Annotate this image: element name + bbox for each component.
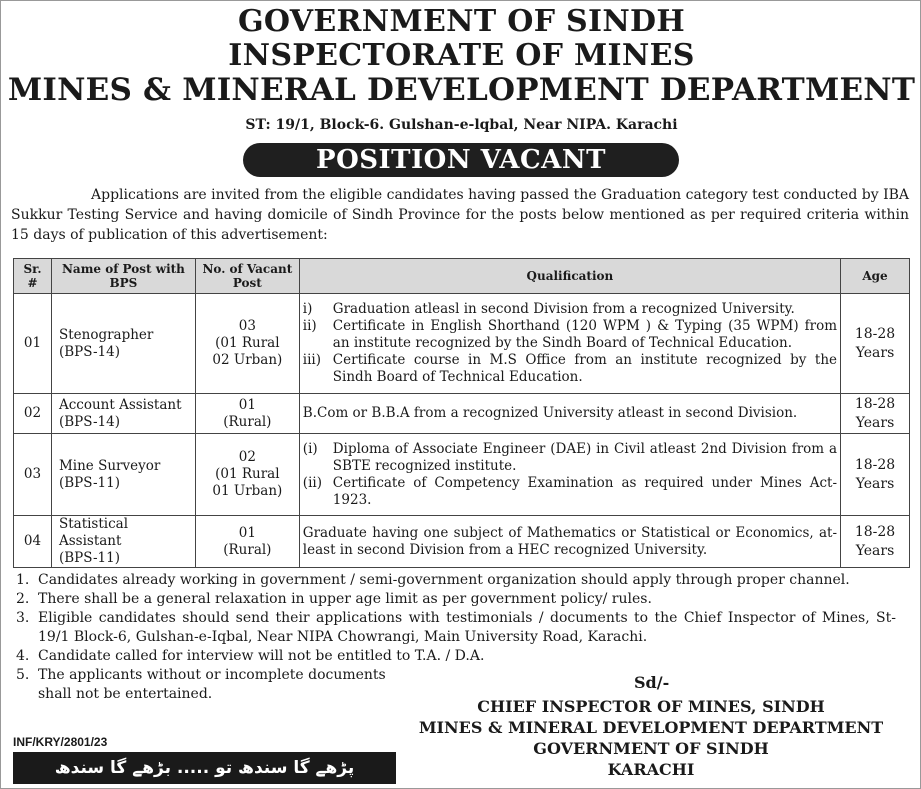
- row-age: [841, 516, 910, 568]
- row-sr: 03: [14, 434, 52, 516]
- vacancy-split: (01 Rural: [215, 335, 280, 351]
- table-header-row: [14, 259, 910, 294]
- header-inspectorate: INSPECTORATE OF MINES: [228, 38, 695, 73]
- row-post: [51, 294, 195, 394]
- row-vacancies: [195, 434, 299, 516]
- instruction-text: The applicants without or incomplete documents shall not be entertained.: [38, 667, 386, 702]
- row-post: [51, 434, 195, 516]
- post-bps: (BPS-14): [58, 343, 120, 360]
- header-address: ST: 19/1, Block-6. Gulshan-e-lqbal, Near NIPA. Karachi: [245, 117, 678, 133]
- post-name: Account Assistant: [58, 396, 182, 413]
- qualification-item: [303, 301, 837, 318]
- vacancy-split: 01 Urban): [212, 483, 283, 499]
- post-bps: (BPS-14): [58, 413, 120, 430]
- row-qualification: [299, 516, 840, 568]
- row-sr: 04: [14, 516, 52, 568]
- row-vacancies: [195, 394, 299, 434]
- vacancy-count: 01: [238, 396, 256, 413]
- post-name: Mine Surveyor: [58, 457, 161, 474]
- signature-sd: Sd/-: [634, 673, 670, 692]
- item-number: (ii): [302, 474, 322, 491]
- row-age: [841, 394, 910, 434]
- row-age: [841, 294, 910, 394]
- signatory-government: GOVERNMENT OF SINDH: [533, 739, 769, 758]
- vacancy-split: 02 Urban): [212, 352, 283, 368]
- row-post: [51, 516, 195, 568]
- qualification-text: Graduate having one subject of Mathematics or Statistical or Economics, at-least in second Division from a HEC recognized University.: [302, 524, 838, 558]
- instruction-number: 4.: [16, 648, 30, 664]
- table-row: [14, 434, 910, 516]
- post-bps: (BPS-11): [58, 550, 120, 566]
- item-text: Graduation atleasl in second Division from a recognized University.: [332, 301, 795, 317]
- instruction-number: 5.: [16, 667, 30, 683]
- table-row: [14, 394, 910, 434]
- qualification-item: [303, 475, 837, 509]
- age-unit: Years: [855, 414, 895, 431]
- age-range: 18-28: [854, 456, 896, 473]
- age-unit: Years: [855, 344, 895, 361]
- item-number: i): [302, 301, 313, 317]
- table-row: [14, 294, 910, 394]
- row-sr: 02: [14, 394, 52, 434]
- instruction-text: Candidate called for interview will not be entitled to T.A. / D.A.: [38, 648, 485, 664]
- vacancy-split: (Rural): [223, 413, 272, 430]
- qualification-text: B.Com or B.B.A from a recognized University atleast in second Division.: [302, 405, 798, 421]
- header-government: GOVERNMENT OF SINDH: [237, 4, 686, 39]
- instruction-text: There shall be a general relaxation in upper age limit as per government policy/ rules.: [38, 591, 652, 607]
- item-text: Certificate of Competency Examination as required under Mines Act-1923.: [332, 474, 838, 508]
- vacancy-split: (01 Rural: [215, 466, 280, 482]
- instruction-number: 1.: [16, 572, 30, 588]
- qualification-item: [303, 352, 837, 386]
- header-department: MINES & MINERAL DEVELOPMENT DEPARTMENT: [7, 72, 916, 108]
- header-sr: Sr. #: [14, 259, 52, 294]
- item-text: Certificate course in M.S Office from an institute recognized by the Sindh Board of Technical Education.: [332, 352, 838, 385]
- qualification-item: [303, 441, 837, 475]
- intro-paragraph: Applications are invited from the eligible candidates having passed the Graduation category test conducted by IBA Sukkur Testing Service and having domicile of Sindh Province for the posts below mentioned as per required criteria within 15 days of publication of this advertisement:: [11, 187, 909, 243]
- vacancy-split: (Rural): [223, 541, 272, 558]
- reference-number: INF/KRY/2801/23: [13, 735, 108, 749]
- urdu-slogan-banner: پڑھے گا سندھ تو ..... بڑھے گا سندھ: [13, 752, 396, 784]
- qualification-item: [303, 318, 837, 352]
- position-vacant-banner: POSITION VACANT: [243, 143, 679, 177]
- header-vacant-posts: No. of Vacant Post: [195, 259, 299, 294]
- age-range: 18-28: [854, 395, 896, 412]
- posts-table: [13, 258, 910, 568]
- row-post: [51, 394, 195, 434]
- vacancy-count: 01: [238, 524, 256, 541]
- item-number: iii): [302, 352, 322, 368]
- instruction-text: Candidates already working in government / semi-government organization should apply through proper channel.: [38, 572, 850, 588]
- instruction-item: [16, 609, 896, 647]
- post-name: Statistical Assistant: [58, 516, 129, 549]
- header-age: Age: [841, 259, 910, 294]
- signatory-city: KARACHI: [607, 760, 695, 779]
- signatory-department: MINES & MINERAL DEVELOPMENT DEPARTMENT: [418, 718, 884, 737]
- item-text: Certificate in English Shorthand (120 WPM ) & Typing (35 WPM) from an institute recognized by the Sindh Board of Technical Education.: [332, 318, 838, 351]
- item-number: (i): [302, 440, 318, 457]
- post-bps: (BPS-11): [58, 474, 120, 491]
- instruction-item: [16, 647, 896, 666]
- row-vacancies: [195, 294, 299, 394]
- vacancy-count: 02: [238, 449, 256, 465]
- instructions-list: [16, 571, 896, 704]
- vacancy-count: 03: [238, 318, 256, 334]
- post-name: Stenographer: [58, 326, 154, 343]
- row-age: [841, 434, 910, 516]
- age-range: 18-28: [854, 523, 896, 540]
- header-post-name: Name of Post with BPS: [51, 259, 195, 294]
- signatory-title: CHIEF INSPECTOR OF MINES, SINDH: [477, 697, 825, 716]
- instruction-item: [16, 666, 386, 704]
- instruction-number: 3.: [16, 610, 30, 626]
- age-unit: Years: [855, 542, 895, 559]
- instruction-text: Eligible candidates should send their applications with testimonials / documents to the Chief Inspector of Mines, St-19/1 Block-6, Gulshan-e-Iqbal, Near NIPA Chowrangi, Main University Road, Karachi.: [38, 610, 896, 645]
- header-qualification: Qualification: [299, 259, 840, 294]
- row-qualification: [299, 294, 840, 394]
- item-number: ii): [302, 318, 317, 334]
- item-text: Diploma of Associate Engineer (DAE) in Civil atleast 2nd Division from a SBTE recognized institute.: [332, 440, 838, 474]
- age-range: 18-28: [854, 325, 896, 342]
- row-qualification: [299, 394, 840, 434]
- table-row: [14, 516, 910, 568]
- instruction-number: 2.: [16, 591, 30, 607]
- instruction-item: [16, 571, 896, 590]
- instruction-item: [16, 590, 896, 609]
- row-qualification: [299, 434, 840, 516]
- row-sr: 01: [14, 294, 52, 394]
- age-unit: Years: [855, 475, 895, 492]
- row-vacancies: [195, 516, 299, 568]
